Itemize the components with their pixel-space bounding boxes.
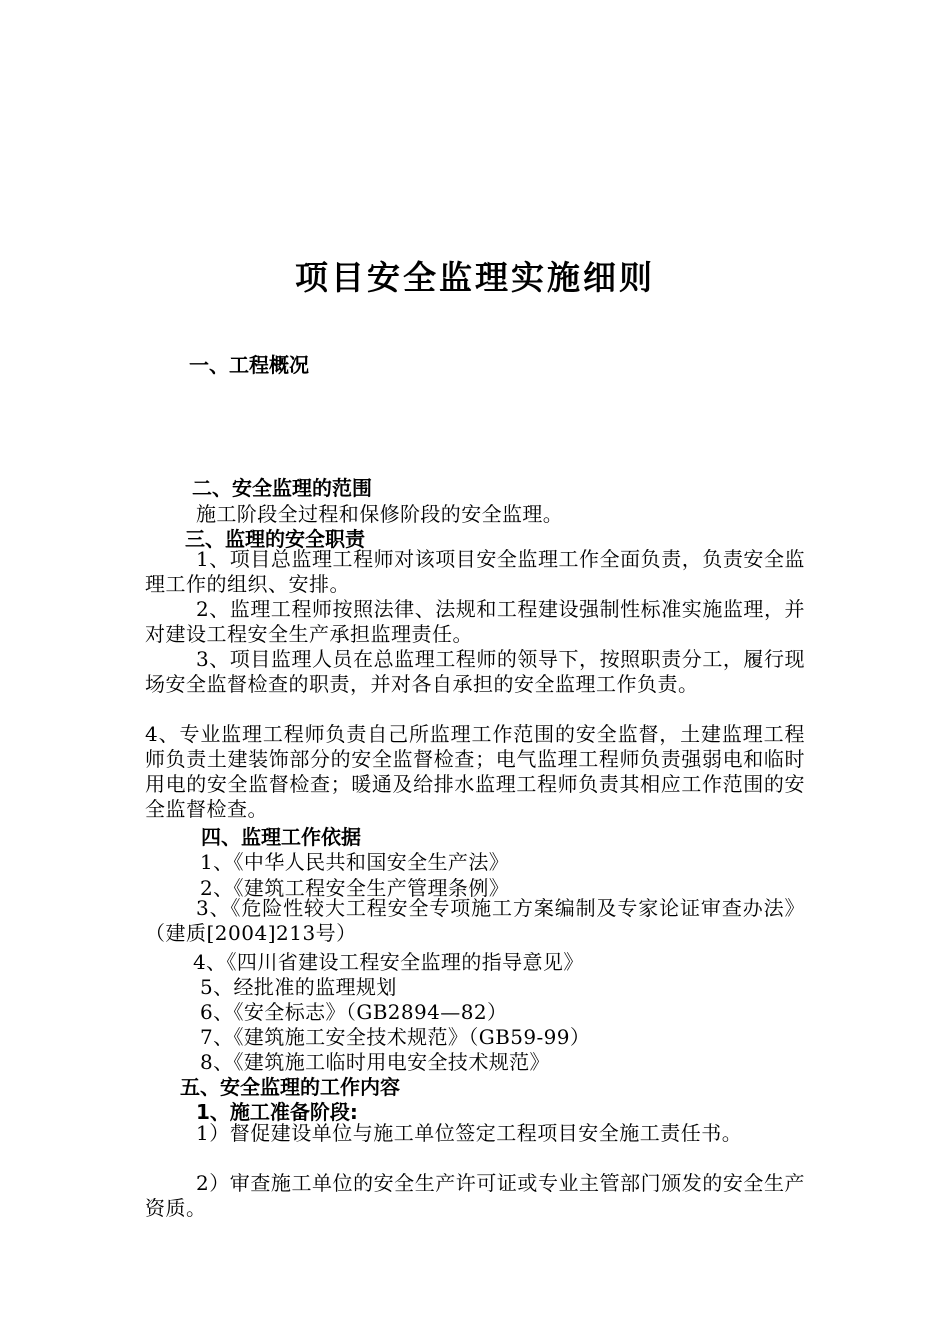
section-4-item-4: 4、《四川省建设工程安全监理的指导意见》 bbox=[193, 950, 584, 974]
section-5-item-2: 2）审查施工单位的安全生产许可证或专业主管部门颁发的安全生产资质。 bbox=[145, 1171, 805, 1220]
section-4-item-1: 1、《中华人民共和国安全生产法》 bbox=[200, 850, 510, 874]
section-2-heading: 二、安全监理的范围 bbox=[192, 476, 372, 500]
section-4-item-2: 2、《建筑工程安全生产管理条例》 bbox=[200, 876, 510, 900]
section-3-heading: 三、监理的安全职责 bbox=[185, 527, 365, 551]
section-2-text: 施工阶段全过程和保修阶段的安全监理。 bbox=[196, 502, 564, 526]
section-4-heading: 四、监理工作依据 bbox=[201, 825, 361, 849]
section-5-subheading: 1、施工准备阶段: bbox=[196, 1100, 358, 1124]
document-title: 项目安全监理实施细则 bbox=[295, 258, 655, 297]
section-4-item-5: 5、经批准的监理规划 bbox=[200, 975, 397, 999]
section-4-item-7: 7、《建筑施工安全技术规范》（GB59-99） bbox=[200, 1025, 591, 1049]
section-5-heading: 五、安全监理的工作内容 bbox=[180, 1075, 400, 1099]
section-3-item-1: 1、项目总监理工程师对该项目安全监理工作全面负责，负责安全监理工作的组织、安排。 bbox=[145, 547, 805, 596]
section-1-heading: 一、工程概况 bbox=[189, 353, 309, 377]
section-4-item-8: 8、《建筑施工临时用电安全技术规范》 bbox=[200, 1050, 550, 1074]
section-3-item-3: 3、项目监理人员在总监理工程师的领导下，按照职责分工，履行现场安全监督检查的职责，并对各自承担的安全监理工作负责。 bbox=[145, 647, 805, 696]
section-3-item-4: 4、专业监理工程师负责自己所监理工作范围的安全监督，土建监理工程师负责土建装饰部分的安全监督检查；电气监理工程师负责强弱电和临时用电的安全监督检查；暖通及给排水监理工程师负责其相应工作范围的安全监督检查。 bbox=[145, 722, 805, 821]
section-3-item-2: 2、监理工程师按照法律、法规和工程建设强制性标准实施监理，并对建设工程安全生产承担监理责任。 bbox=[145, 597, 805, 646]
section-4-item-3: 3、《危险性较大工程安全专项施工方案编制及专家论证审查办法》（建质[2004]213号） bbox=[145, 896, 805, 945]
section-5-item-1: 1）督促建设单位与施工单位签定工程项目安全施工责任书。 bbox=[196, 1121, 743, 1145]
section-4-item-6: 6、《安全标志》（GB2894—82） bbox=[200, 1000, 508, 1024]
